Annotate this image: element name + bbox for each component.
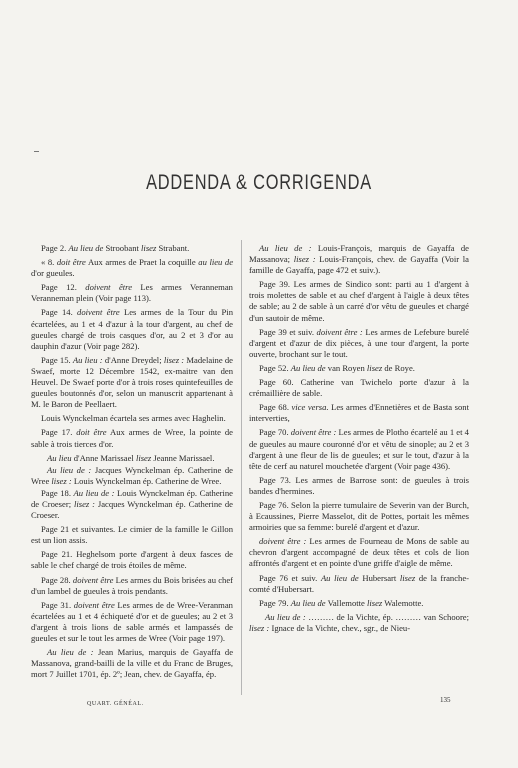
entry-lead: Page 70.: [259, 427, 289, 438]
entry-text3: gueules.: [46, 268, 75, 279]
entry-text: Les armes du Bois: [115, 574, 180, 585]
entry-text: Selon la pierre tumulaire de Severin van der Burch, à Ecaussines, Pierre Masselot, dit de Pottes, portait les mêmes armoiries que sa femme: burelé d'argent et d'azur.: [249, 499, 469, 533]
entry-text: Les armes de Plotho: [338, 427, 409, 438]
entry-it: Au lieu de :: [265, 611, 306, 622]
entry-text: Les armes de Lefebure: [365, 326, 445, 337]
page-number: 135: [440, 696, 451, 704]
entry-it: vice versa.: [291, 402, 329, 413]
corrigendum-entry: [31, 243, 233, 254]
entry-lead: Page 31.: [41, 599, 72, 610]
entry-it2: lisez: [141, 243, 157, 253]
entry-it: doivent être :: [259, 536, 307, 547]
entry-it2: lisez: [366, 362, 383, 373]
entry-text: Aux armes de Wree, la pointe: [110, 427, 221, 438]
corrigendum-entry: [31, 282, 233, 304]
entry-text: Aux armes de Praet la coquille: [87, 257, 196, 268]
entry-text2: Walemotte.: [384, 597, 424, 608]
entry-text2: de sable à trois tierces d'or.: [31, 427, 233, 449]
corrigendum-entry: [31, 413, 233, 424]
entry-text2: Louis Wynckelman ép. Catherine de Wree.: [73, 475, 222, 486]
entry-lead: Page 28.: [41, 574, 71, 585]
entry-it: Au lieu: [47, 452, 72, 463]
entry-lead: Page 12.: [41, 282, 77, 293]
entry-lead: Page 17.: [41, 427, 73, 438]
corrigendum-entry: [31, 488, 233, 521]
entry-lead: Page 79.: [259, 597, 289, 608]
entry-it: Au lieu de :: [73, 487, 115, 498]
entry-text: Jean Marius, marquis de Gayaffa de Massanova, grand-bailli de la ville et du Franc de Bruges, mort 7 Juillet 1701, ép. 2º; Jean, chev. de Gayaffa, ép.: [31, 647, 234, 680]
entry-it: doit être: [56, 257, 86, 268]
entry-it2: lisez :: [293, 254, 316, 265]
entry-text2: brisées au chef d'un lambel de gueules à trois pendants.: [31, 574, 233, 596]
corrigendum-entry: [31, 355, 233, 410]
footer-signature: QUART. GÉNÉAL.: [87, 701, 144, 707]
entry-text2: Jacques Wynckelman ép. Catherine de Croeser.: [31, 498, 233, 521]
corrigendum-entry: [249, 377, 469, 399]
corrigendum-entry: [31, 549, 233, 571]
entry-it2: lisez :: [163, 354, 185, 365]
entry-lead: Page 73.: [259, 474, 291, 485]
entry-lead: Page 39.: [259, 279, 291, 290]
entry-text2: écartelé au 1 et 4 de gueules au maure couronné d'or et vêtu de sinople; au 2 et 3 d'argent à une fleur de lis de gueules; et sur le tout, d'azur à la tête de cerf au naturel mouchetée d'argent (Voir page 436).: [249, 427, 469, 471]
entry-it: Au lieu de: [290, 362, 326, 373]
right-column: [249, 243, 469, 635]
corrigendum-entry: [31, 465, 233, 487]
entry-lead: Page 52.: [259, 362, 289, 373]
entry-it2: lisez :: [249, 622, 270, 633]
entry-it: Au lieu de :: [259, 243, 312, 253]
entry-lead: Page 21 et suivantes.: [41, 524, 116, 535]
entry-text: Catherine van Twichelo porte d'azur à la crémaillière de sable.: [249, 377, 469, 399]
entry-lead: Page 2.: [41, 243, 67, 253]
corrigendum-entry: [31, 307, 233, 351]
entry-it: Au lieu :: [72, 354, 103, 365]
corrigendum-entry: [31, 257, 233, 279]
entry-text2: burelé d'argent et d'azur de dix pièces, à une tour d'argent, la porte ouverte, brochant sur le tout.: [249, 326, 469, 359]
corrigendum-entry: [249, 427, 469, 471]
entry-lead: Page 21.: [41, 549, 73, 560]
entry-text2: Madelaine de Swaef, morte 12 Décembre 1542, ex-maitre van den Heuvel. De Swaef porte d'or à trois roses quintefeuilles de gueules boutonnés d'or, selon un manuscrit appartenant à M. le Baron de Peellaert.: [31, 354, 233, 410]
left-column: [31, 243, 233, 681]
entry-lead: Page 68.: [259, 402, 289, 413]
entry-lead: Page 76.: [259, 499, 289, 510]
corrigendum-entry: [249, 243, 469, 276]
entry-text2: d'or: [31, 268, 45, 279]
entry-it: Au lieu de :: [47, 464, 92, 475]
entry-it2: lisez :: [73, 498, 95, 509]
entry-text: Louis Wynckelman ép. Catherine de Croeser;: [31, 487, 233, 509]
entry-text: Les armes d'Ennetières et de Basta sont interverties,: [249, 402, 469, 424]
entry-lead: Page 76 et suiv.: [259, 572, 318, 583]
entry-it: Au lieu de: [68, 243, 104, 253]
corrigendum-entry: [249, 573, 469, 595]
entry-text: Stroobant: [105, 243, 139, 253]
page-title: ADDENDA & CORRIGENDA: [146, 171, 372, 194]
entry-text2: de la franche-comté d'Hubersart.: [249, 572, 470, 594]
entry-lead: Page 39 et suiv.: [259, 326, 314, 337]
entry-text: Louis Wynckelman écartela ses armes avec Haghelin.: [41, 413, 226, 424]
corrigendum-entry: [249, 500, 469, 533]
entry-it: Au lieu de: [290, 597, 326, 608]
entry-it2: au lieu de: [198, 257, 234, 268]
entry-it: doit être: [76, 427, 107, 438]
entry-it: Au lieu de :: [47, 647, 94, 658]
entry-it2: lisez :: [51, 475, 72, 486]
corrigendum-entry: [31, 647, 233, 680]
corrigendum-entry: [249, 612, 469, 634]
corrigendum-entry: [31, 575, 233, 597]
entry-it: doivent être: [73, 599, 115, 610]
entry-text2: Veranneman plein (Voir page 113).: [31, 293, 152, 304]
entry-text: ……… de la Vichte, ép. ……… van Schoore;: [308, 611, 470, 622]
entry-text2: Ignace de la Vichte, chev., sgr., de Nieu-: [271, 622, 411, 633]
entry-text: Louis-François, marquis de Gayaffa de Massanova;: [249, 243, 469, 265]
entry-text: Les armes de de Wree-Veranman: [117, 599, 233, 610]
entry-text2: de sable au chevron d'argent accompagné de deux têtes et cols de lion affrontés d'argent et en pointe d'une griffe d'aigle de même.: [249, 536, 470, 569]
entry-text2: Strabant.: [158, 243, 190, 253]
entry-lead: Page 14.: [41, 307, 73, 318]
entry-lead: Page 60.: [259, 377, 294, 388]
entry-text: van Royen: [327, 362, 365, 373]
corrigendum-entry: [249, 402, 469, 424]
corrigendum-entry: [31, 453, 233, 464]
corrigendum-entry: [249, 279, 469, 323]
entry-text: d'Anne Marissael: [73, 452, 134, 463]
entry-text2: écartelées, au 1 et 4 d'azur à la tour d'argent, au chef de gueules chargé de trois casques d'or, au 2 et 3 d'or au dauphin d'azur (Voir page 282).: [31, 318, 233, 351]
entry-text: Les armes Veranneman: [140, 282, 233, 293]
entry-text: Les armes de Sindico sont: parti au 1 d'argent à trois molettes de sable et au chef d'argent à l'aigle à deux têtes de sable; au 2 de sable à un carré d'or vêtu de gueules et chargé d'un sautoir de même.: [249, 279, 469, 323]
corrigendum-entry: [249, 598, 469, 609]
corrigendum-entry: [249, 475, 469, 497]
corrigendum-entry: [31, 427, 233, 449]
margin-mark: [34, 151, 39, 152]
entry-text2: écartelées au 1 et 4 échiqueté d'or et de gueules; au 2 et 3 d'argent à trois lions de sable armés et lampassés de gueules et sur le tout les armes de Wree (Voir page 197).: [31, 610, 233, 643]
entry-lead: Page 15.: [41, 354, 71, 365]
entry-text: Jacques Wynckelman ép. Catherine de Wree: [31, 464, 233, 486]
entry-it: doivent être :: [316, 326, 363, 337]
entry-it2: lisez: [367, 597, 383, 608]
entry-text: Les armes de la Tour du Pin: [123, 307, 233, 318]
entry-it2: lisez: [399, 572, 416, 583]
corrigendum-entry: [31, 600, 233, 644]
entry-text2: Louis-François, chev. de Gayaffa (Voir la famille de Gayaffa, page 472 et suiv.).: [249, 254, 469, 276]
corrigendum-entry: [249, 327, 469, 360]
corrigendum-entry: [249, 536, 469, 569]
entry-it: Au lieu de: [320, 572, 359, 583]
entry-text2: de Roye.: [384, 362, 415, 373]
entry-text: d'Anne Dreydel;: [104, 354, 162, 365]
entry-text: Heghelsom porte d'argent à deux fasces de sable le chef chargé de trois étoiles de même.: [31, 549, 233, 571]
column-divider: [241, 240, 242, 695]
entry-text: Hubersart: [362, 572, 397, 583]
entry-text: Le cimier de la famille le Gillon est un lion assis.: [31, 524, 233, 546]
entry-lead: « 8.: [41, 257, 55, 268]
entry-text: Vallemotte: [327, 597, 365, 608]
entry-it: doivent être: [72, 574, 114, 585]
entry-it: doivent être: [77, 307, 120, 318]
corrigendum-entry: [31, 524, 233, 546]
entry-it: doivent être: [85, 282, 133, 293]
entry-text2: Jeanne Marissael.: [153, 452, 215, 463]
entry-text: Les armes de Barrose sont: de gueules à trois bandes d'hermines.: [249, 474, 469, 496]
entry-lead: Page 18.: [41, 487, 71, 498]
entry-it2: lisez: [135, 452, 152, 463]
entry-it: doivent être :: [290, 427, 337, 438]
entry-text: Les armes de Fourneau de Mons: [309, 536, 426, 547]
corrigendum-entry: [249, 363, 469, 374]
